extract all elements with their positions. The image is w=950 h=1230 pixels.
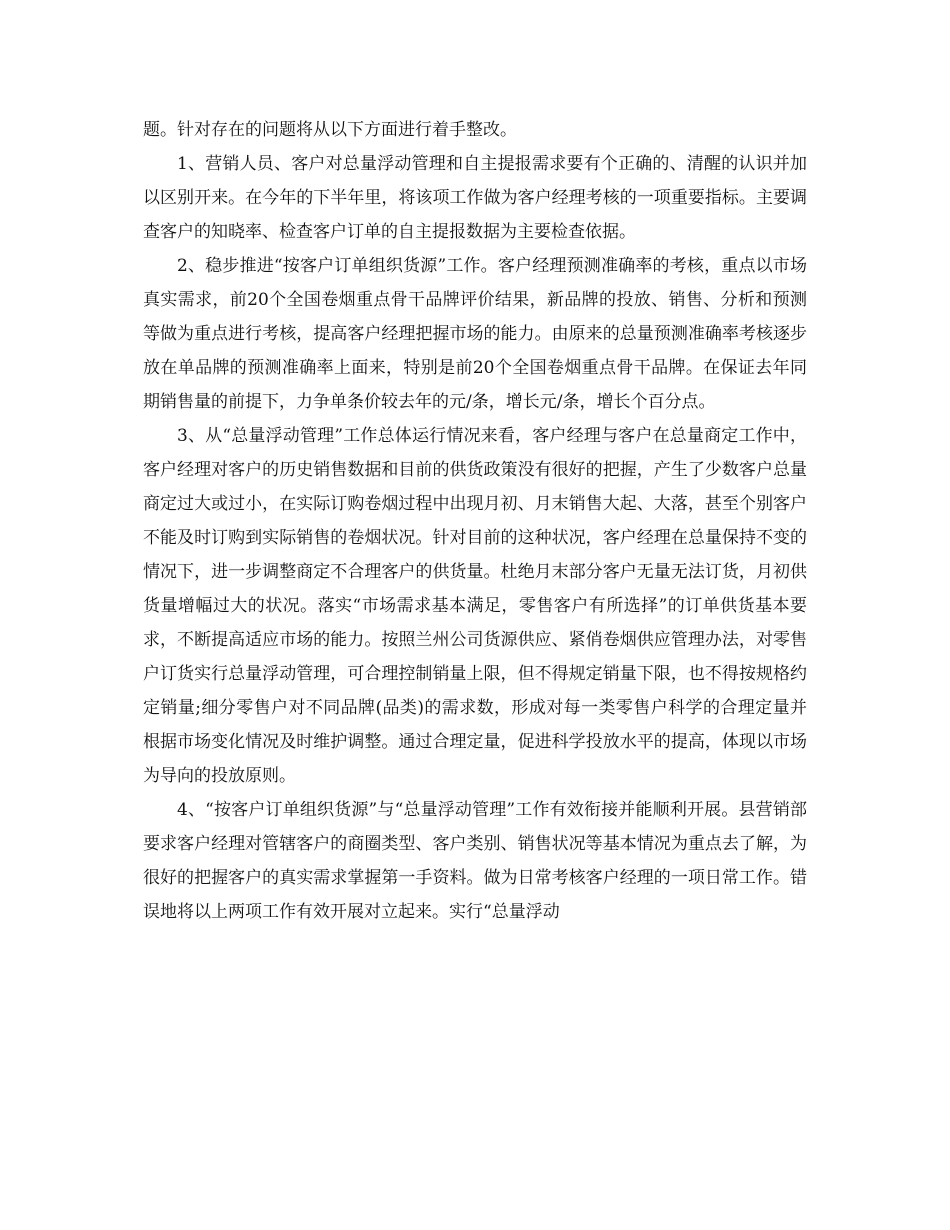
paragraph-item-3: 3、从“总量浮动管理”工作总体运行情况来看，客户经理与客户在总量商定工作中，客户经理对客户的历史销售数据和目前的供货政策没有很好的把握，产生了少数客户总量商定过大或过小，在实际订购卷烟过程中出现月初、月末销售大起、大落，甚至个别客户不能及时订购到实际销售的卷烟状况。针对目前的这种状况，客户经理在总量保持不变的情况下，进一步调整商定不合理客户的供货量。杜绝月末部分客户无量无法订货，月初供货量增幅过大的状况。落实“市场需求基本满足，零售客户有所选择”的订单供货基本要求，不断提高适应市场的能力。按照兰州公司货源供应、紧俏卷烟供应管理办法，对零售户订货实行总量浮动管理，可合理控制销量上限，但不得规定销量下限，也不得按规格约定销量;细分零售户对不同品牌(品类)的需求数，形成对每一类零售户科学的合理定量并根据市场变化情况及时维护调整。通过合理定量，促进科学投放水平的提高，体现以市场为导向的投放原则。 [143,426,807,786]
paragraph-item-2: 2、稳步推进“按客户订单组织货源”工作。客户经理预测准确率的考核，重点以市场真实需求，前20个全国卷烟重点骨干品牌评价结果，新品牌的投放、销售、分析和预测等做为重点进行考核，提高客户经理把握市场的能力。由原来的总量预测准确率考核逐步放在单品牌的预测准确率上面来，特别是前20个全国卷烟重点骨干品牌。在保证去年同期销售量的前提下，力争单条价较去年的元/条，增长元/条，增长个百分点。 [143,256,807,412]
paragraph-item-1: 1、营销人员、客户对总量浮动管理和自主提报需求要有个正确的、清醒的认识并加以区别开来。在今年的下半年里，将该项工作做为客户经理考核的一项重要指标。主要调查客户的知晓率、检查客户订单的自主提报数据为主要检查依据。 [143,154,807,242]
paragraph-continuation: 题。针对存在的问题将从以下方面进行着手整改。 [143,120,517,140]
document-body [143,113,807,929]
paragraph-item-4: 4、“按客户订单组织货源”与“总量浮动管理”工作有效衔接并能顺利开展。县营销部要求客户经理对管辖客户的商圈类型、客户类别、销售状况等基本情况为重点去了解，为很好的把握客户的真实需求掌握第一手资料。做为日常考核客户经理的一项日常工作。错误地将以上两项工作有效开展对立起来。实行“总量浮动 [143,800,807,922]
